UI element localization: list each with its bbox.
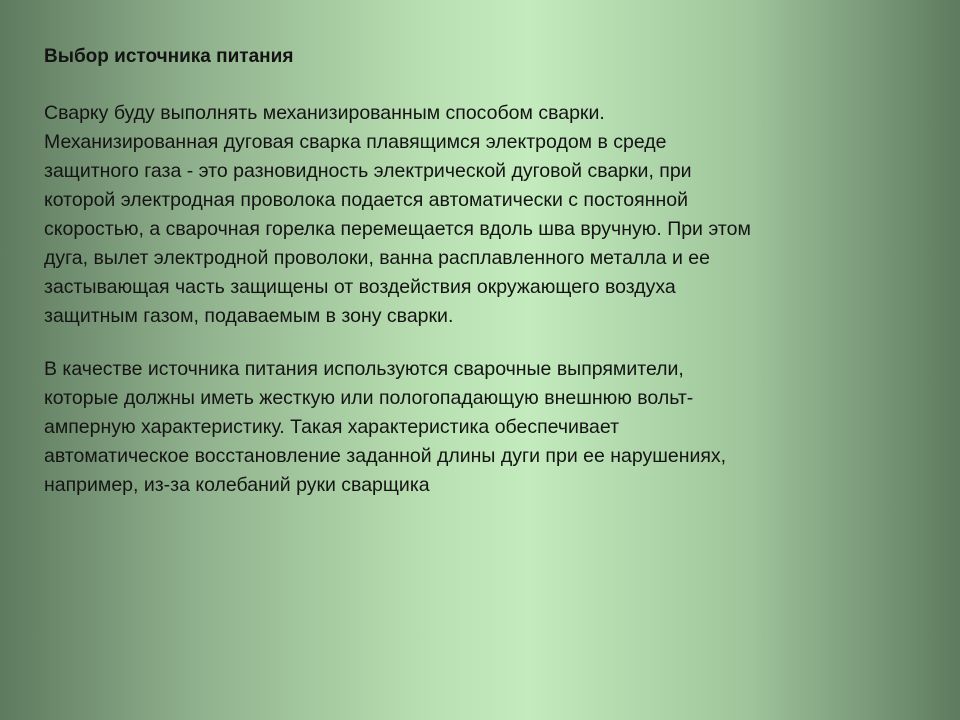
text-line: автоматическое восстановление заданной длины дуги при ее нарушениях, bbox=[44, 445, 727, 467]
slide-title: Выбор источника питания bbox=[44, 46, 294, 67]
text-line: амперную характеристику. Такая характеристика обеспечивает bbox=[44, 416, 620, 438]
text-line: которые должны иметь жесткую или пологопадающую внешнюю вольт- bbox=[44, 387, 694, 409]
text-line: дуга, вылет электродной проволоки, ванна расплавленного металла и ее bbox=[44, 247, 710, 269]
text-line: В качестве источника питания используются сварочные выпрямители, bbox=[44, 358, 684, 380]
text-line: Механизированная дуговая сварка плавящимся электродом в среде bbox=[44, 131, 667, 153]
paragraph-power-source bbox=[44, 355, 924, 500]
paragraph-welding-method bbox=[44, 99, 924, 331]
text-line: которой электродная проволока подается автоматически с постоянной bbox=[44, 189, 688, 211]
text-line: Сварку буду выполнять механизированным способом сварки. bbox=[44, 102, 605, 124]
slide-content bbox=[44, 44, 924, 524]
text-line: защитного газа - это разновидность электрической дуговой сварки, при bbox=[44, 160, 692, 182]
text-line: скоростью, а сварочная горелка перемещается вдоль шва вручную. При этом bbox=[44, 218, 751, 240]
text-line: защитным газом, подаваемым в зону сварки. bbox=[44, 305, 454, 327]
text-line: застывающая часть защищены от воздействия окружающего воздуха bbox=[44, 276, 676, 298]
text-line: например, из-за колебаний руки сварщика bbox=[44, 474, 430, 496]
